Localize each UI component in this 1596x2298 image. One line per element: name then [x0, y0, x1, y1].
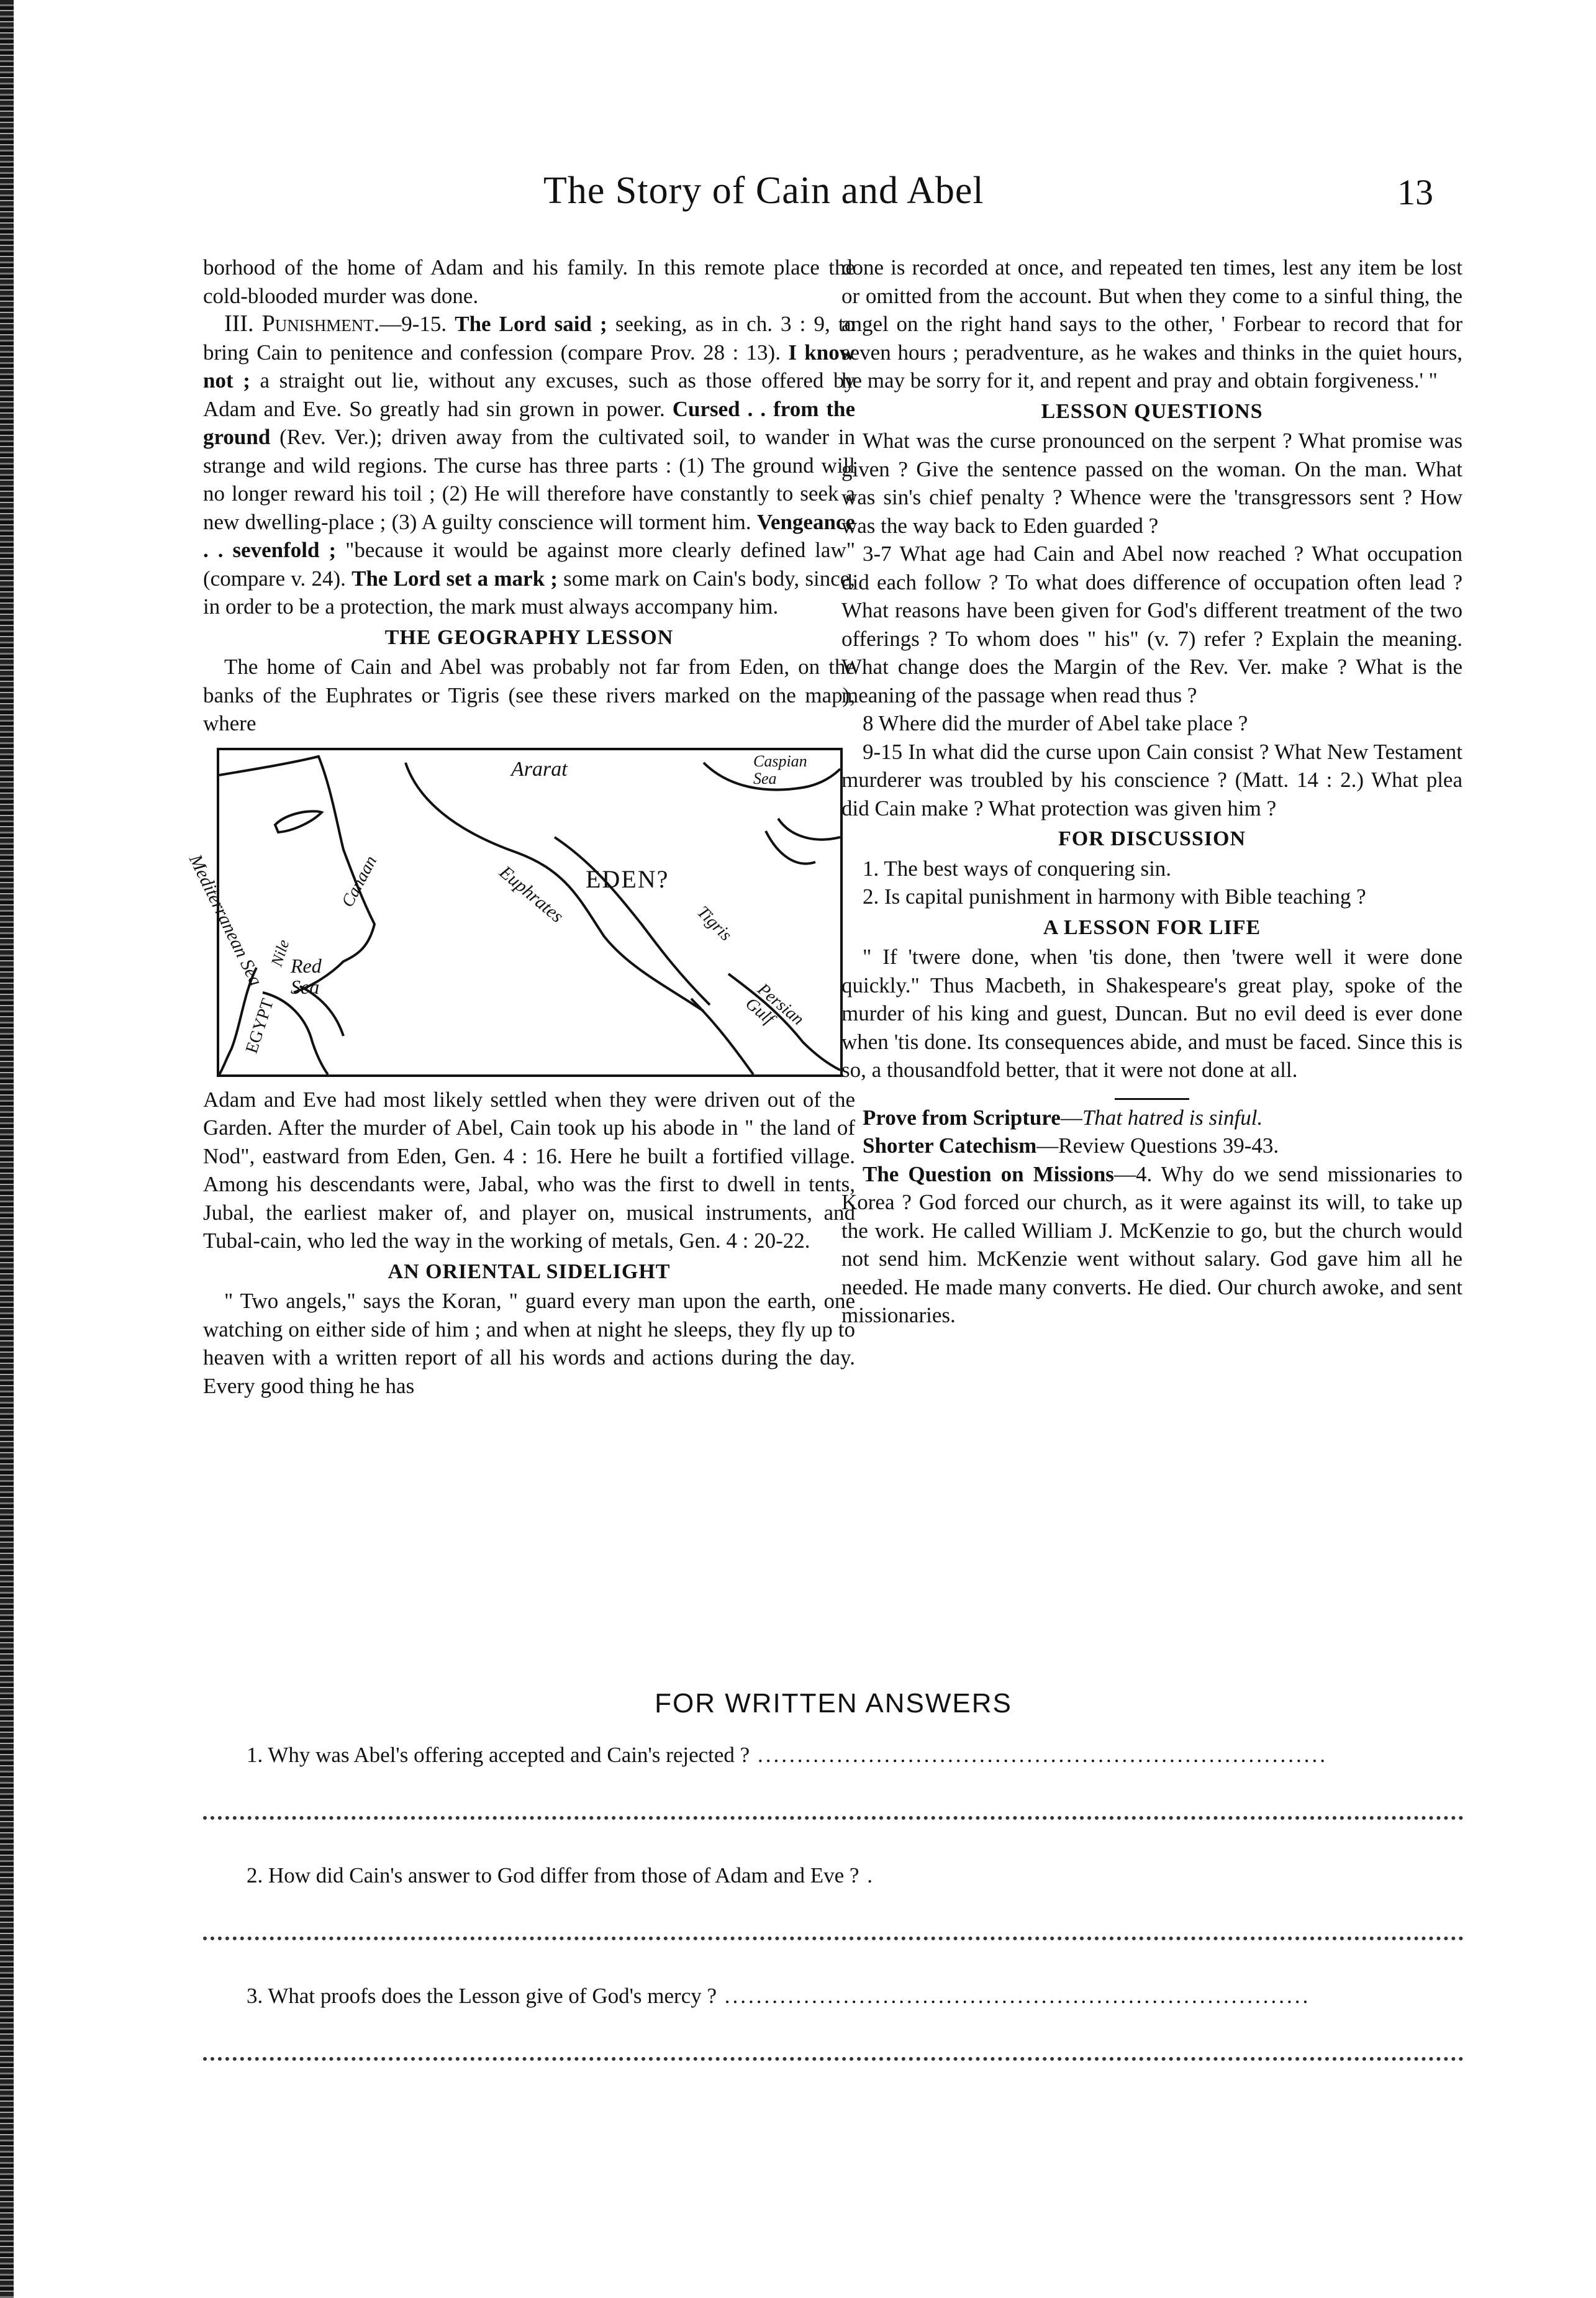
map-label-nile: Nile	[267, 937, 293, 968]
map-label-canaan: Canaan	[338, 852, 381, 911]
prove-from-scripture: Prove from Scripture—That hatred is sinful.	[863, 1105, 1263, 1130]
map-label-ararat: Ararat	[511, 757, 568, 781]
paragraph-punishment: III. Punishment.—9-15. The Lord said ; seeking, as in ch. 3 : 9, to bring Cain to penitence and confession (compare Prov. 28 : 13). I know not ; a straight out lie, without any excuses, such as those offered by Adam and Eve. So greatly had sin grown in power. Cursed . . from the ground (Rev. Ver.); driven away from the cultivated soil, to wander in strange and wild regions. The curse has three parts : (1) The ground will no longer reward his toil ; (2) He will therefore have constantly to seek a new dwelling-place ; (3) A guilty conscience will torment him. Vengeance . . sevenfold ; "because it would be against more clearly defined law" (compare v. 24). The Lord set a mark ; some mark on Cain's body, since, in order to be a protection, the mark must always accompany him.	[203, 311, 856, 619]
map-label-persian-gulf: Persian Gulf	[741, 979, 808, 1029]
map-label-euphrates: Euphrates	[495, 861, 568, 927]
map-label-egypt: EGYPT	[242, 996, 278, 1056]
answer-line-3[interactable]	[203, 2045, 1464, 2061]
map-drawing	[219, 750, 840, 1074]
lesson-question-2: 3-7 What age had Cain and Abel now reached ? What occupation did each follow ? To what does difference of occupation often lead ? What reasons have been given for God's different treatment of the two offerings ? To whom does " his" (v. 7) refer ? Explain the meaning. What change does the Margin of the Rev. Ver. make ? What is the meaning of the passage when read thus ?	[841, 542, 1462, 707]
question-on-missions: The Question on Missions—4. Why do we send missionaries to Korea ? God forced our church, as it were against its will, to take up the work. He called William J. McKenzie to go, but the church would not send him. McKenzie went without salary. God gave him all he needed. He made many converts. He died. Our church awoke, and sent missionaries.	[841, 1161, 1463, 1327]
lesson-question-1: What was the curse pronounced on the serpent ? What promise was given ? Give the sentence passed on the woman. On the man. What was sin's chief penalty ? Whence were the 'transgressors sent ? How was the way back to Eden guarded ?	[841, 429, 1462, 538]
left-column	[184, 253, 856, 1400]
lesson-question-3: 8 Where did the murder of Abel take place ?	[863, 711, 1248, 735]
heading-lesson-for-life: A LESSON FOR LIFE	[1043, 915, 1261, 939]
heading-lesson-questions: LESSON QUESTIONS	[1041, 399, 1263, 423]
answer-line-2[interactable]	[203, 1924, 1464, 1940]
heading-written-answers: FOR WRITTEN ANSWERS	[655, 1688, 1012, 1719]
paragraph-geography-continued: Adam and Eve had most likely settled when they were driven out of the Garden. After the murder of Abel, Cain took up his abode in " the land of Nod", eastward from Eden, Gen. 4 : 16. Here he built a fortified village. Among his descendants were, Jabal, who was the first to dwell in tents, Jubal, the earliest maker of, and player on, musical instruments, and Tubal-cain, who led the way in the working of metals, Gen. 4 : 20-22.	[203, 1087, 855, 1253]
right-column	[841, 253, 1462, 1330]
discussion-item-1: 1. The best ways of conquering sin.	[863, 856, 1172, 881]
discussion-item-2: 2. Is capital punishment in harmony with Bible teaching ?	[863, 884, 1366, 909]
page-spine	[0, 0, 14, 2298]
map-label-mediterranean-sea: Mediterranean Sea	[184, 851, 266, 989]
paragraph-geography: The home of Cain and Abel was probably not far from Eden, on the banks of the Euphrates or Tigris (see these rivers marked on the map), where	[203, 655, 855, 735]
eden-map	[184, 748, 843, 1077]
heading-for-discussion: FOR DISCUSSION	[1058, 827, 1246, 850]
page-header	[0, 169, 1596, 225]
heading-oriental-sidelight: AN ORIENTAL SIDELIGHT	[388, 1260, 671, 1283]
page-title: The Story of Cain and Abel	[543, 170, 984, 212]
lesson-question-4: 9-15 In what did the curse upon Cain consist ? What New Testament murderer was troubled by his conscience ? (Matt. 14 : 2.) What plea did Cain make ? What protection was given him ?	[841, 739, 1462, 820]
shorter-catechism: Shorter Catechism—Review Questions 39-43.	[863, 1133, 1279, 1158]
answer-line-1[interactable]	[203, 1804, 1464, 1820]
written-question-1: 1. Why was Abel's offering accepted and Cain's rejected ? ........................................................................	[247, 1743, 1328, 1767]
written-question-3: 3. What proofs does the Lesson give of God's mercy ? ..........................................................................	[247, 1984, 1311, 2008]
map-label-tigris: Tigris	[693, 902, 736, 945]
paragraph-lesson-for-life: " If 'twere done, when 'tis done, then 'twere well it were done quickly." Thus Macbeth, in Shakespeare's great play, spoke of the murder of his king and guest, Duncan. But no evil deed is ever done when 'tis done. Its consequences abide, and must be faced. Since this is so, a thousandfold better, that it were not done at all.	[841, 945, 1462, 1082]
map-label-eden: EDEN?	[586, 865, 669, 893]
paragraph-intro: borhood of the home of Adam and his family. In this remote place the cold-blooded murder was done.	[203, 255, 855, 308]
map-label-caspian-sea: Caspian Sea	[753, 752, 807, 788]
map-label-red-sea: Red Sea	[291, 954, 322, 998]
paragraph-oriental-continued: done is recorded at once, and repeated ten times, lest any item be lost or omitted from the account. But when they come to a sinful thing, the angel on the right hand says to the other, ' Forbear to record that for seven hours ; peradventure, as he wakes and thinks in the quiet hours, he may be sorry for it, and repent and pray and obtain forgiveness.' "	[841, 255, 1462, 393]
written-question-2: 2. How did Cain's answer to God differ from those of Adam and Eve ? .	[247, 1863, 875, 1887]
paragraph-oriental: " Two angels," says the Koran, " guard every man upon the earth, one watching on either side of him ; and when at night he sleeps, they fly up to heaven with a written report of all his words and actions during the day. Every good thing he has	[203, 1289, 855, 1398]
heading-geography-lesson: THE GEOGRAPHY LESSON	[384, 625, 674, 649]
page-number: 13	[1397, 172, 1433, 212]
divider	[1115, 1098, 1189, 1100]
written-answers-section	[203, 1688, 1464, 2104]
